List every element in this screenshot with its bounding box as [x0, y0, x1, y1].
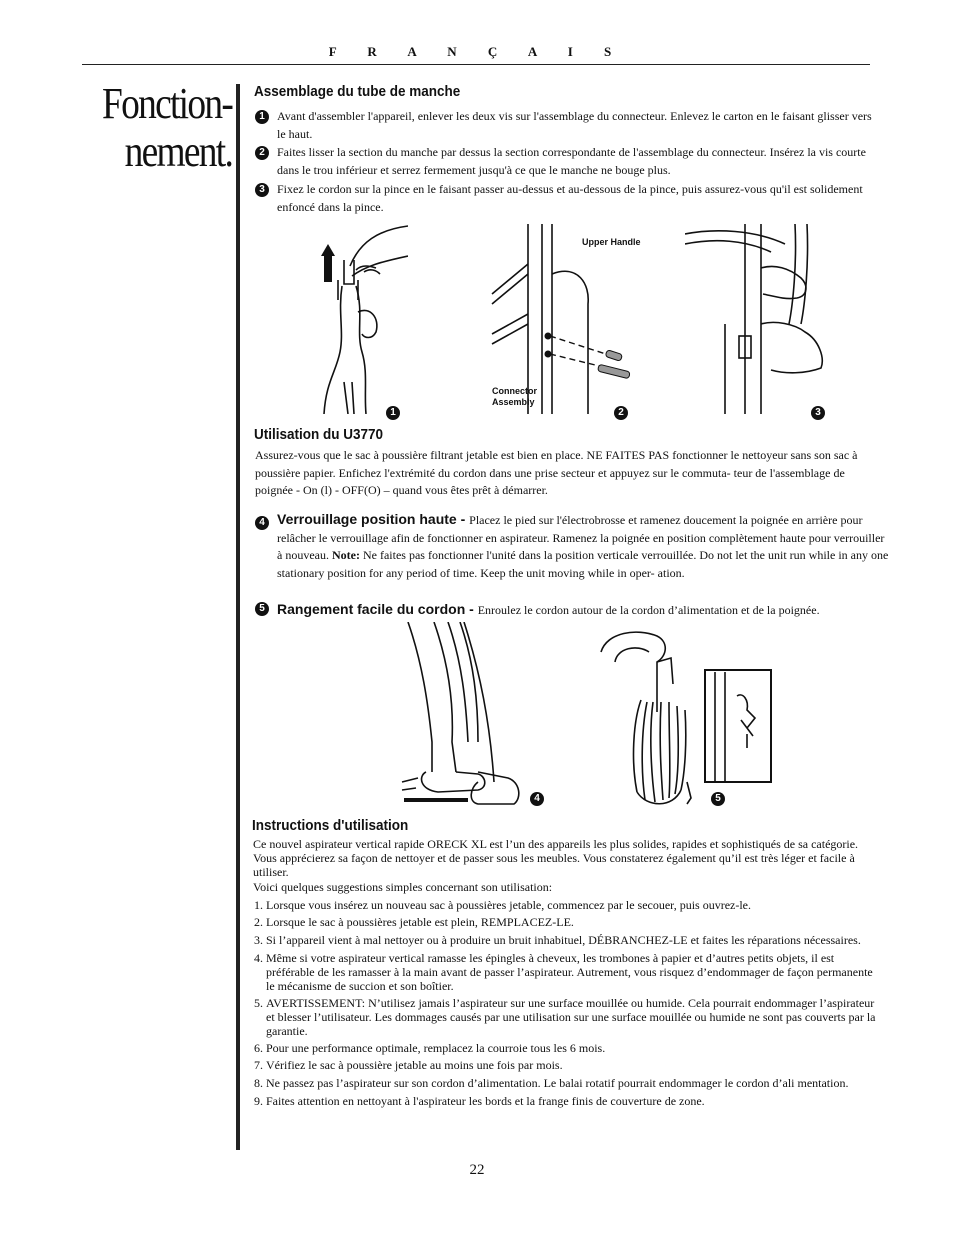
usage-intro: Assurez-vous que le sac à poussière filtrant jetable est bien en place. NE FAITES PAS fonctionner le nettoyeur sans son sac à poussière papier. Enfichez l'extrémité du cordon dans une prise secteur et appuyez sur le commuta- teur de l'assemblage de poignée - On (l) - OFF(O) – quand vous êtes prêt à démarrer. [255, 448, 858, 497]
figure-badge-1: 1 [386, 406, 400, 420]
step-number-badge: 3 [255, 183, 269, 197]
section-title-line2: nement. [124, 127, 232, 176]
figure-badge-4: 4 [530, 792, 544, 806]
header-rule [82, 64, 870, 65]
list-item: 6. Pour une performance optimale, remplacez la courroie tous les 6 mois. [266, 1041, 882, 1055]
step-text: Fixez le cordon sur la pince en le faisant passer au-dessus et au-dessous de la pince, puis assurez-vous qu'il est solidement enfoncé dans la pince. [277, 182, 863, 214]
instructions-heading: Instructions d'utilisation [252, 817, 409, 834]
list-item: 8. Ne passez pas l’aspirateur sur son cordon d’alimentation. Le balai rotatif pourrait endommager le cordon d’ali mentation. [266, 1075, 882, 1091]
instructions-lead: Voici quelques suggestions simples concernant son utilisation: [253, 880, 553, 894]
connector-assembly-label: Connector Assembly [492, 386, 537, 407]
step-text [277, 511, 891, 582]
list-item: 7. Vérifiez le sac à poussière jetable au moins une fois par mois. [266, 1058, 882, 1072]
list-item: 5. AVERTISSEMENT: N’utilisez jamais l’aspirateur sur une surface mouillée ou humide. Cela pourrait endommager l’aspirateur et blesser l’utilisateur. Les dommages causés par une utilisation sur une surface mouillée ou humide ne sont pas couverts par la garantie. [266, 996, 882, 1038]
upper-handle-label: Upper Handle [582, 237, 641, 247]
instructions-intro: Ce nouvel aspirateur vertical rapide ORECK XL est l’un des appareils les plus solides, rapides et sophistiqués de sa catégorie. Vous apprécierez sa façon de nettoyer et de passer sous les meubles. Vous constaterez également qu’il est très léger et facile à utiliser. [253, 837, 859, 879]
figure-badge-3: 3 [811, 406, 825, 420]
figure-cord-storage [597, 622, 775, 810]
instructions-list [253, 898, 882, 1108]
step-text: Avant d'assembler l'appareil, enlever les deux vis sur l'assemblage du connecteur. Enlevez le carton en le faisant glisser vers le haut. [277, 109, 872, 141]
step-number-badge: 5 [255, 602, 269, 616]
assembly-step-1 [255, 108, 875, 144]
assembly-step-3 [255, 181, 875, 217]
page-number: 22 [469, 1162, 485, 1178]
note-text: Ne faites pas fonctionner l'unité dans la position verticale verrouillée. Do not let the unit run while in any one stationary position for any period of time. Keep the unit moving while in oper- ation. [277, 548, 889, 580]
figure-badge-5: 5 [711, 792, 725, 806]
assembly-heading: Assemblage du tube de manche [254, 83, 461, 100]
step-title: Rangement facile du cordon - [277, 601, 478, 617]
list-item: 9. Faites attention en nettoyant à l'aspirateur les bords et la frange finis de couverture de zone. [266, 1094, 882, 1108]
figure-badge-2: 2 [614, 406, 628, 420]
figure-handle-assembly [318, 222, 408, 418]
step-number-badge: 4 [255, 516, 269, 530]
list-item: 2. Lorsque le sac à poussières jetable est plein, REMPLACEZ-LE. [266, 915, 882, 929]
list-item: 3. Si l’appareil vient à mal nettoyer ou à produire un bruit inhabituel, DÉBRANCHEZ-LE et faites les réparations nécessaires. [266, 932, 882, 948]
step-number-badge: 2 [255, 146, 269, 160]
list-item: 1. Lorsque vous insérez un nouveau sac à poussières jetable, commencez par le secouer, puis ouvrez-le. [266, 898, 882, 912]
step-text [277, 601, 891, 620]
assembly-step-2 [255, 144, 875, 180]
step-body: Placez le pied sur l'électrobrosse et ramenez doucement la poignée en arrière pour relâcher le verrouillage afin de fonctionner en aspirateur. Ramenez la poignée en position complètement haute pour verrouiller à nouveau. [277, 513, 885, 562]
section-title [102, 80, 232, 176]
list-item: 4. Même si votre aspirateur vertical ramasse les épingles à cheveux, les trombones à papier et d’autres petits objets, il est préférable de les ramasser à la main avant de passer l’aspirateur. Autrement, vous risquez d’endommager de façon permanente le mécanisme de succion et son boîtier. [266, 951, 882, 993]
step-text: Faites lisser la section du manche par dessus la section correspondante de l'assemblage du connecteur. Insérez la vis courte dans le trou inférieur et serrez fermement jusqu'à ce que le manche ne bouge plus. [277, 145, 866, 177]
note-label: Note: [331, 548, 360, 562]
figure-cord-clip [685, 224, 833, 418]
language-header: F R A N Ç A I S [328, 44, 626, 59]
step-number-badge: 1 [255, 110, 269, 124]
step-body: Enroulez le cordon autour de la cordon d’alimentation et de la poignée. [477, 603, 820, 617]
usage-heading: Utilisation du U3770 [254, 426, 384, 443]
step-title: Verrouillage position haute - [277, 511, 470, 527]
section-title-line1: Fonction- [101, 79, 232, 128]
margin-bar [236, 84, 240, 1150]
figure-foot-release [398, 622, 546, 810]
figure-connector-assembly [488, 224, 641, 418]
